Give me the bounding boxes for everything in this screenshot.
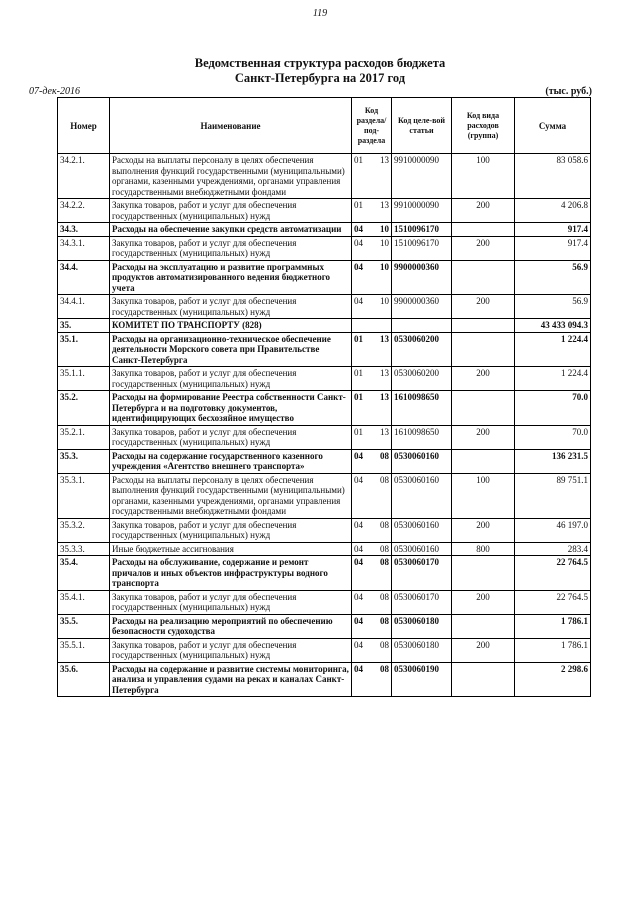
table-row bbox=[58, 542, 591, 556]
section-code: 01 bbox=[354, 155, 363, 165]
row-target-code: 0530060160 bbox=[392, 518, 452, 542]
row-group-code bbox=[452, 662, 515, 697]
section-code: 04 bbox=[354, 639, 363, 650]
row-target-code: 9910000090 bbox=[392, 154, 452, 199]
table-row bbox=[58, 518, 591, 542]
row-group-code: 200 bbox=[452, 367, 515, 391]
row-section-code bbox=[352, 425, 392, 449]
subsection-code: 08 bbox=[380, 557, 389, 567]
row-group-code: 200 bbox=[452, 518, 515, 542]
row-number: 35.4.1. bbox=[58, 590, 110, 614]
row-section-code bbox=[352, 638, 392, 662]
row-target-code: 0530060160 bbox=[392, 542, 452, 556]
row-section-code bbox=[352, 332, 392, 367]
title-line-2: Санкт-Петербурга на 2017 год bbox=[234, 71, 406, 85]
row-group-code bbox=[452, 556, 515, 591]
row-target-code: 1610098650 bbox=[392, 391, 452, 426]
section-code: 04 bbox=[354, 591, 363, 602]
row-sum: 1 224.4 bbox=[515, 332, 591, 367]
row-number: 35.5.1. bbox=[58, 638, 110, 662]
row-number: 34.3.1. bbox=[58, 236, 110, 260]
section-code: 04 bbox=[354, 296, 363, 306]
row-target-code: 1510096170 bbox=[392, 236, 452, 260]
row-name: Расходы на реализацию мероприятий по обеспечению безопасности судоходства bbox=[110, 614, 352, 638]
subsection-code: 08 bbox=[380, 615, 389, 626]
subsection-code: 13 bbox=[380, 155, 389, 165]
row-number: 35.1. bbox=[58, 332, 110, 367]
section-code: 04 bbox=[354, 224, 363, 234]
row-number: 34.4. bbox=[58, 260, 110, 295]
section-code: 01 bbox=[354, 368, 363, 378]
document-date: 07-дек-2016 bbox=[29, 86, 80, 97]
table-row bbox=[58, 154, 591, 199]
row-sum: 70.0 bbox=[515, 391, 591, 426]
row-target-code: 0530060180 bbox=[392, 638, 452, 662]
table-row bbox=[58, 199, 591, 223]
row-name: Расходы на формирование Реестра собственности Санкт-Петербурга и на подготовку документов, идентифицирующих бесхозяйное имущество bbox=[110, 391, 352, 426]
row-number: 35.3. bbox=[58, 449, 110, 473]
table-row bbox=[58, 425, 591, 449]
row-sum: 22 764.5 bbox=[515, 590, 591, 614]
row-sum: 89 751.1 bbox=[515, 473, 591, 518]
row-name: Расходы на содержание и развитие системы мониторинга, анализа и управления судами на реках и каналах Санкт-Петербурга bbox=[110, 662, 352, 697]
table-row bbox=[58, 332, 591, 367]
row-name: Закупка товаров, работ и услуг для обеспечения государственных (муниципальных) нужд bbox=[110, 518, 352, 542]
table-row bbox=[58, 391, 591, 426]
row-number: 34.2.1. bbox=[58, 154, 110, 199]
row-target-code: 0530060170 bbox=[392, 590, 452, 614]
section-code: 04 bbox=[354, 237, 363, 248]
row-name: Расходы на обслуживание, содержание и ремонт причалов и иных объектов инфраструктуры водного транспорта bbox=[110, 556, 352, 591]
row-section-code bbox=[352, 295, 392, 319]
row-group-code: 200 bbox=[452, 638, 515, 662]
row-name: Расходы на содержание государственного казенного учреждения «Агентство внешнего транспорта» bbox=[110, 449, 352, 473]
row-sum: 283.4 bbox=[515, 542, 591, 556]
table-row bbox=[58, 236, 591, 260]
row-target-code: 1610098650 bbox=[392, 425, 452, 449]
section-code: 04 bbox=[354, 543, 363, 554]
subsection-code: 10 bbox=[380, 261, 389, 272]
row-number: 35.3.2. bbox=[58, 518, 110, 542]
row-group-code: 200 bbox=[452, 425, 515, 449]
row-name: Иные бюджетные ассигнования bbox=[110, 542, 352, 556]
row-group-code: 100 bbox=[452, 154, 515, 199]
table-row bbox=[58, 473, 591, 518]
row-sum: 83 058.6 bbox=[515, 154, 591, 199]
row-name: Закупка товаров, работ и услуг для обеспечения государственных (муниципальных) нужд bbox=[110, 295, 352, 319]
row-name: Расходы на выплаты персоналу в целях обеспечения выполнения функций государственными (муниципальными) органами, казенными учреждениями, органами управления государственными внебюджетными фондами bbox=[110, 154, 352, 199]
section-code: 04 bbox=[354, 663, 363, 674]
header-number: Номер bbox=[58, 98, 110, 154]
subsection-code: 08 bbox=[380, 591, 389, 602]
row-target-code: 0530060200 bbox=[392, 332, 452, 367]
row-section-code bbox=[352, 391, 392, 426]
row-section-code bbox=[352, 614, 392, 638]
row-target-code: 0530060160 bbox=[392, 449, 452, 473]
section-code: 01 bbox=[354, 200, 363, 210]
subsection-code: 13 bbox=[380, 200, 389, 210]
row-target-code bbox=[392, 319, 452, 333]
row-name: Расходы на организационно-техническое обеспечение деятельности Морского совета при Правительстве Санкт-Петербурга bbox=[110, 332, 352, 367]
table-row bbox=[58, 260, 591, 295]
page-title bbox=[0, 56, 640, 86]
row-target-code: 0530060190 bbox=[392, 662, 452, 697]
subsection-code: 08 bbox=[380, 663, 389, 674]
row-group-code bbox=[452, 332, 515, 367]
subsection-code: 08 bbox=[380, 474, 389, 485]
row-section-code bbox=[352, 319, 392, 333]
row-number: 35.1.1. bbox=[58, 367, 110, 391]
row-sum: 56.9 bbox=[515, 260, 591, 295]
row-target-code: 0530060170 bbox=[392, 556, 452, 591]
row-group-code: 200 bbox=[452, 590, 515, 614]
row-name: Закупка товаров, работ и услуг для обеспечения государственных (муниципальных) нужд bbox=[110, 638, 352, 662]
row-section-code bbox=[352, 367, 392, 391]
row-number: 35.2. bbox=[58, 391, 110, 426]
row-number: 35.6. bbox=[58, 662, 110, 697]
section-code: 04 bbox=[354, 557, 363, 567]
subsection-code: 13 bbox=[380, 426, 389, 437]
table-row bbox=[58, 223, 591, 237]
subsection-code: 10 bbox=[380, 224, 389, 234]
table-row bbox=[58, 367, 591, 391]
section-code: 04 bbox=[354, 615, 363, 626]
row-name: Закупка товаров, работ и услуг для обеспечения государственных (муниципальных) нужд bbox=[110, 199, 352, 223]
row-number: 34.3. bbox=[58, 223, 110, 237]
row-name: Расходы на обеспечение закупки средств автоматизации bbox=[110, 223, 352, 237]
row-section-code bbox=[352, 556, 392, 591]
table-row bbox=[58, 449, 591, 473]
row-section-code bbox=[352, 199, 392, 223]
department-row bbox=[58, 319, 591, 333]
row-target-code: 1510096170 bbox=[392, 223, 452, 237]
header-name: Наименование bbox=[110, 98, 352, 154]
row-group-code bbox=[452, 614, 515, 638]
row-group-code: 200 bbox=[452, 236, 515, 260]
header-row bbox=[58, 98, 591, 154]
subsection-code: 10 bbox=[380, 237, 389, 248]
row-group-code bbox=[452, 391, 515, 426]
budget-table bbox=[57, 97, 591, 697]
subsection-code: 10 bbox=[380, 296, 389, 306]
row-group-code bbox=[452, 449, 515, 473]
header-sum: Сумма bbox=[515, 98, 591, 154]
row-sum: 4 206.8 bbox=[515, 199, 591, 223]
row-target-code: 0530060180 bbox=[392, 614, 452, 638]
row-section-code bbox=[352, 662, 392, 697]
row-sum: 1 224.4 bbox=[515, 367, 591, 391]
row-group-code bbox=[452, 319, 515, 333]
subsection-code: 08 bbox=[380, 543, 389, 554]
row-group-code: 200 bbox=[452, 295, 515, 319]
row-sum: 136 231.5 bbox=[515, 449, 591, 473]
row-section-code bbox=[352, 236, 392, 260]
header-section-code: Код раздела/ под-раздела bbox=[352, 98, 392, 154]
row-sum: 1 786.1 bbox=[515, 614, 591, 638]
table-row bbox=[58, 638, 591, 662]
row-group-code: 100 bbox=[452, 473, 515, 518]
section-code: 04 bbox=[354, 519, 363, 530]
row-number: 35.3.3. bbox=[58, 542, 110, 556]
table-row bbox=[58, 556, 591, 591]
page-number: 119 bbox=[312, 8, 328, 19]
row-number: 35.2.1. bbox=[58, 425, 110, 449]
table-row bbox=[58, 590, 591, 614]
row-number: 35.5. bbox=[58, 614, 110, 638]
row-name: Закупка товаров, работ и услуг для обеспечения государственных (муниципальных) нужд bbox=[110, 236, 352, 260]
row-sum: 22 764.5 bbox=[515, 556, 591, 591]
row-section-code bbox=[352, 542, 392, 556]
units-label: (тыс. руб.) bbox=[545, 86, 592, 97]
row-sum: 917.4 bbox=[515, 223, 591, 237]
row-sum: 70.0 bbox=[515, 425, 591, 449]
row-sum: 43 433 094.3 bbox=[515, 319, 591, 333]
table-row bbox=[58, 662, 591, 697]
table-row bbox=[58, 295, 591, 319]
row-group-code: 200 bbox=[452, 199, 515, 223]
row-number: 35.3.1. bbox=[58, 473, 110, 518]
row-sum: 56.9 bbox=[515, 295, 591, 319]
row-name: Расходы на выплаты персоналу в целях обеспечения выполнения функций государственными (муниципальными) органами, казенными учреждениями, органами управления государственными внебюджетными фондами bbox=[110, 473, 352, 518]
row-group-code bbox=[452, 260, 515, 295]
row-target-code: 9900000360 bbox=[392, 295, 452, 319]
header-group-code: Код вида расходов (группа) bbox=[452, 98, 515, 154]
row-sum: 917.4 bbox=[515, 236, 591, 260]
row-sum: 46 197.0 bbox=[515, 518, 591, 542]
row-target-code: 9910000090 bbox=[392, 199, 452, 223]
row-name: Расходы на эксплуатацию и развитие программных продуктов автоматизированного ведения бюджетного учета bbox=[110, 260, 352, 295]
title-line-1: Ведомственная структура расходов бюджета bbox=[194, 56, 446, 70]
section-code: 04 bbox=[354, 474, 363, 485]
row-section-code bbox=[352, 473, 392, 518]
row-target-code: 0530060160 bbox=[392, 473, 452, 518]
row-group-code bbox=[452, 223, 515, 237]
row-sum: 2 298.6 bbox=[515, 662, 591, 697]
row-number: 34.2.2. bbox=[58, 199, 110, 223]
section-code: 04 bbox=[354, 450, 363, 461]
row-target-code: 0530060200 bbox=[392, 367, 452, 391]
row-name: Закупка товаров, работ и услуг для обеспечения государственных (муниципальных) нужд bbox=[110, 590, 352, 614]
subsection-code: 13 bbox=[380, 333, 389, 344]
section-code: 01 bbox=[354, 392, 363, 402]
row-section-code bbox=[352, 223, 392, 237]
row-target-code: 9900000360 bbox=[392, 260, 452, 295]
row-section-code bbox=[352, 449, 392, 473]
row-group-code: 800 bbox=[452, 542, 515, 556]
row-name: Закупка товаров, работ и услуг для обеспечения государственных (муниципальных) нужд bbox=[110, 367, 352, 391]
row-number: 34.4.1. bbox=[58, 295, 110, 319]
row-number: 35. bbox=[58, 319, 110, 333]
header-target-code: Код целе-вой статьи bbox=[392, 98, 452, 154]
subsection-code: 08 bbox=[380, 639, 389, 650]
subsection-code: 13 bbox=[380, 392, 389, 402]
row-name: Закупка товаров, работ и услуг для обеспечения государственных (муниципальных) нужд bbox=[110, 425, 352, 449]
section-code: 01 bbox=[354, 333, 363, 344]
row-section-code bbox=[352, 518, 392, 542]
section-code: 01 bbox=[354, 426, 363, 437]
subsection-code: 13 bbox=[380, 368, 389, 378]
row-section-code bbox=[352, 590, 392, 614]
table-row bbox=[58, 614, 591, 638]
subsection-code: 08 bbox=[380, 450, 389, 461]
section-code: 04 bbox=[354, 261, 363, 272]
row-section-code bbox=[352, 154, 392, 199]
row-number: 35.4. bbox=[58, 556, 110, 591]
row-sum: 1 786.1 bbox=[515, 638, 591, 662]
row-section-code bbox=[352, 260, 392, 295]
row-name: КОМИТЕТ ПО ТРАНСПОРТУ (828) bbox=[110, 319, 352, 333]
subsection-code: 08 bbox=[380, 519, 389, 530]
